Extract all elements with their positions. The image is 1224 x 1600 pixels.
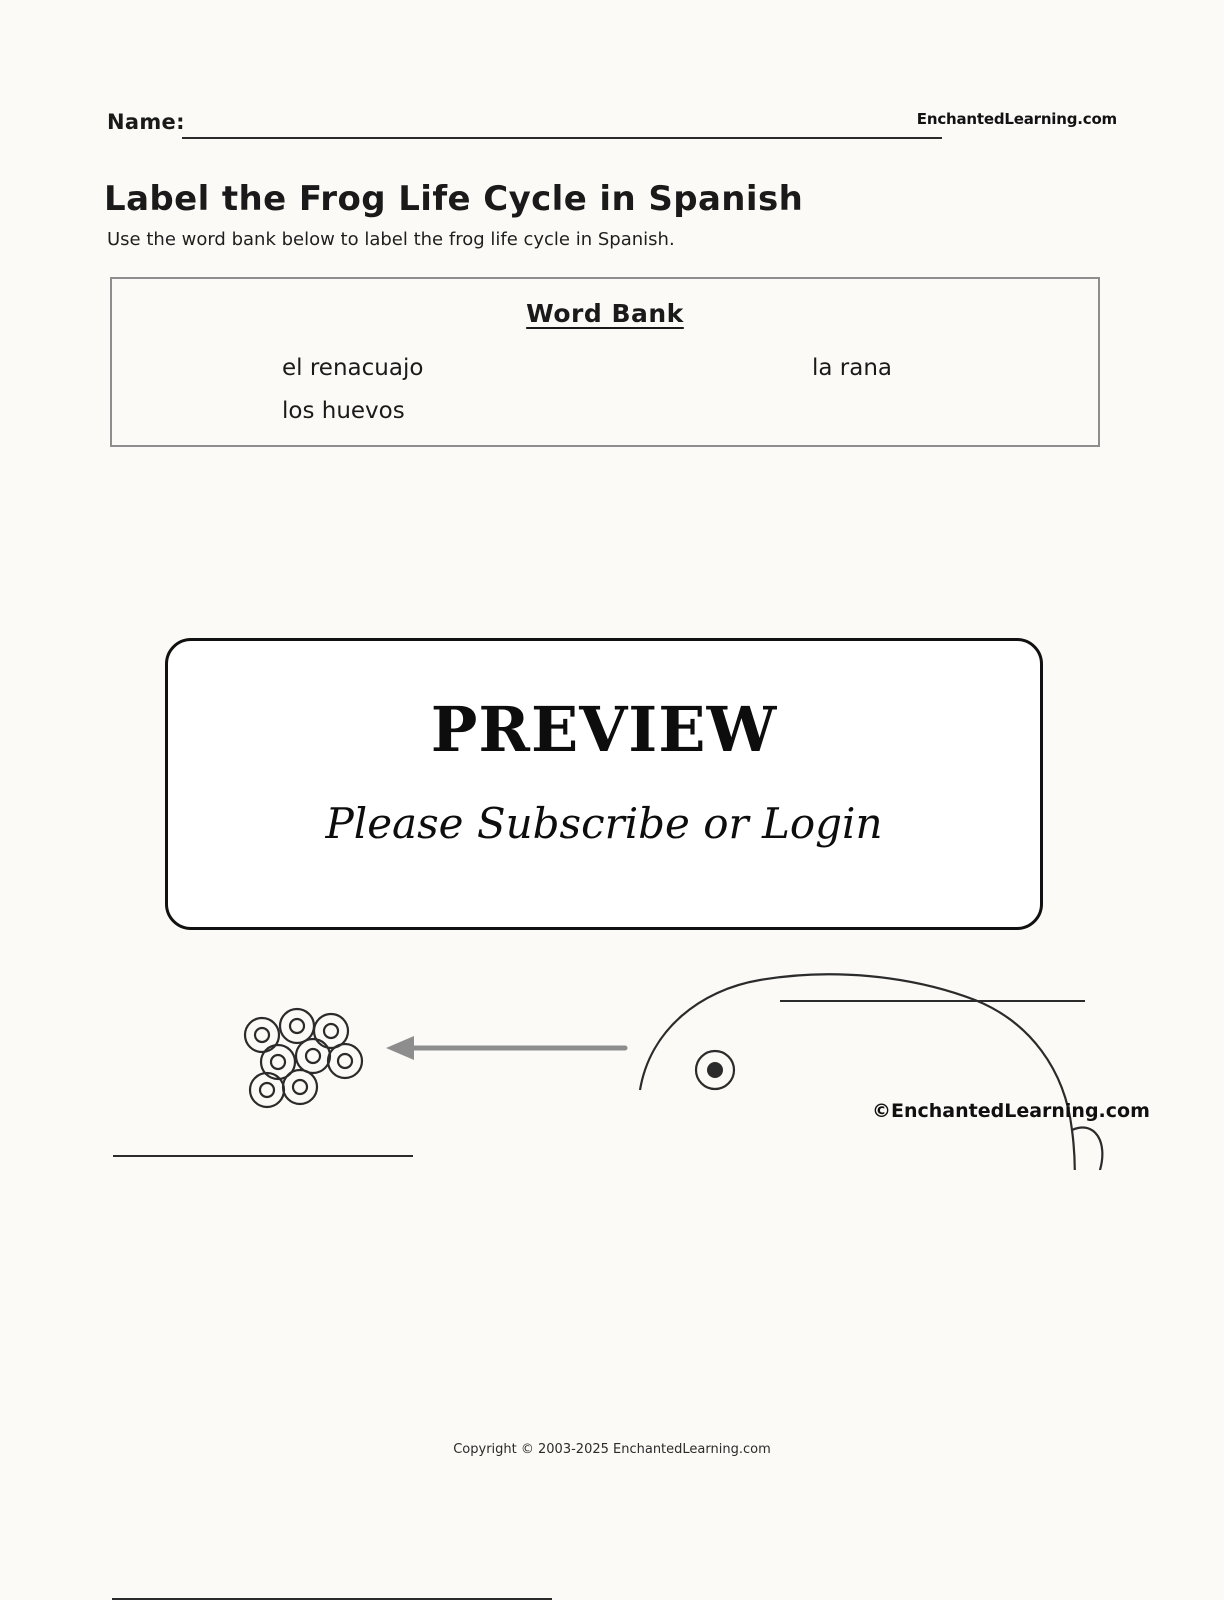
preview-title: PREVIEW <box>430 693 778 766</box>
cycle-arrows <box>284 1036 625 1170</box>
word-bank-title: Word Bank <box>526 299 684 328</box>
copyright-brand: ©EnchantedLearning.com <box>872 1100 1150 1122</box>
page-title: Label the Frog Life Cycle in Spanish <box>104 178 804 219</box>
site-brand: EnchantedLearning.com <box>916 110 1117 128</box>
word-bank-item: los huevos <box>282 398 405 424</box>
name-input-line[interactable] <box>182 137 942 139</box>
answer-blank-line[interactable] <box>780 1000 1085 1002</box>
name-label: Name: <box>107 110 185 134</box>
word-bank-item: la rana <box>812 355 893 381</box>
word-bank-item: el renacuajo <box>282 355 424 381</box>
frog-illustration <box>640 974 1102 1170</box>
name-row <box>107 104 1117 138</box>
answer-blank-line[interactable] <box>113 1155 413 1157</box>
eggs-illustration <box>245 1009 362 1107</box>
footer-copyright: Copyright © 2003-2025 EnchantedLearning.com <box>453 1442 771 1457</box>
word-bank <box>110 277 1100 447</box>
word-bank-words <box>112 347 1098 437</box>
word-bank-column-right <box>812 347 1112 390</box>
instructions-text: Use the word bank below to label the frog life cycle in Spanish. <box>107 229 675 250</box>
word-bank-column-left <box>282 347 612 433</box>
preview-overlay[interactable] <box>165 638 1043 930</box>
preview-subscribe-prompt[interactable]: Please Subscribe or Login <box>325 799 883 848</box>
